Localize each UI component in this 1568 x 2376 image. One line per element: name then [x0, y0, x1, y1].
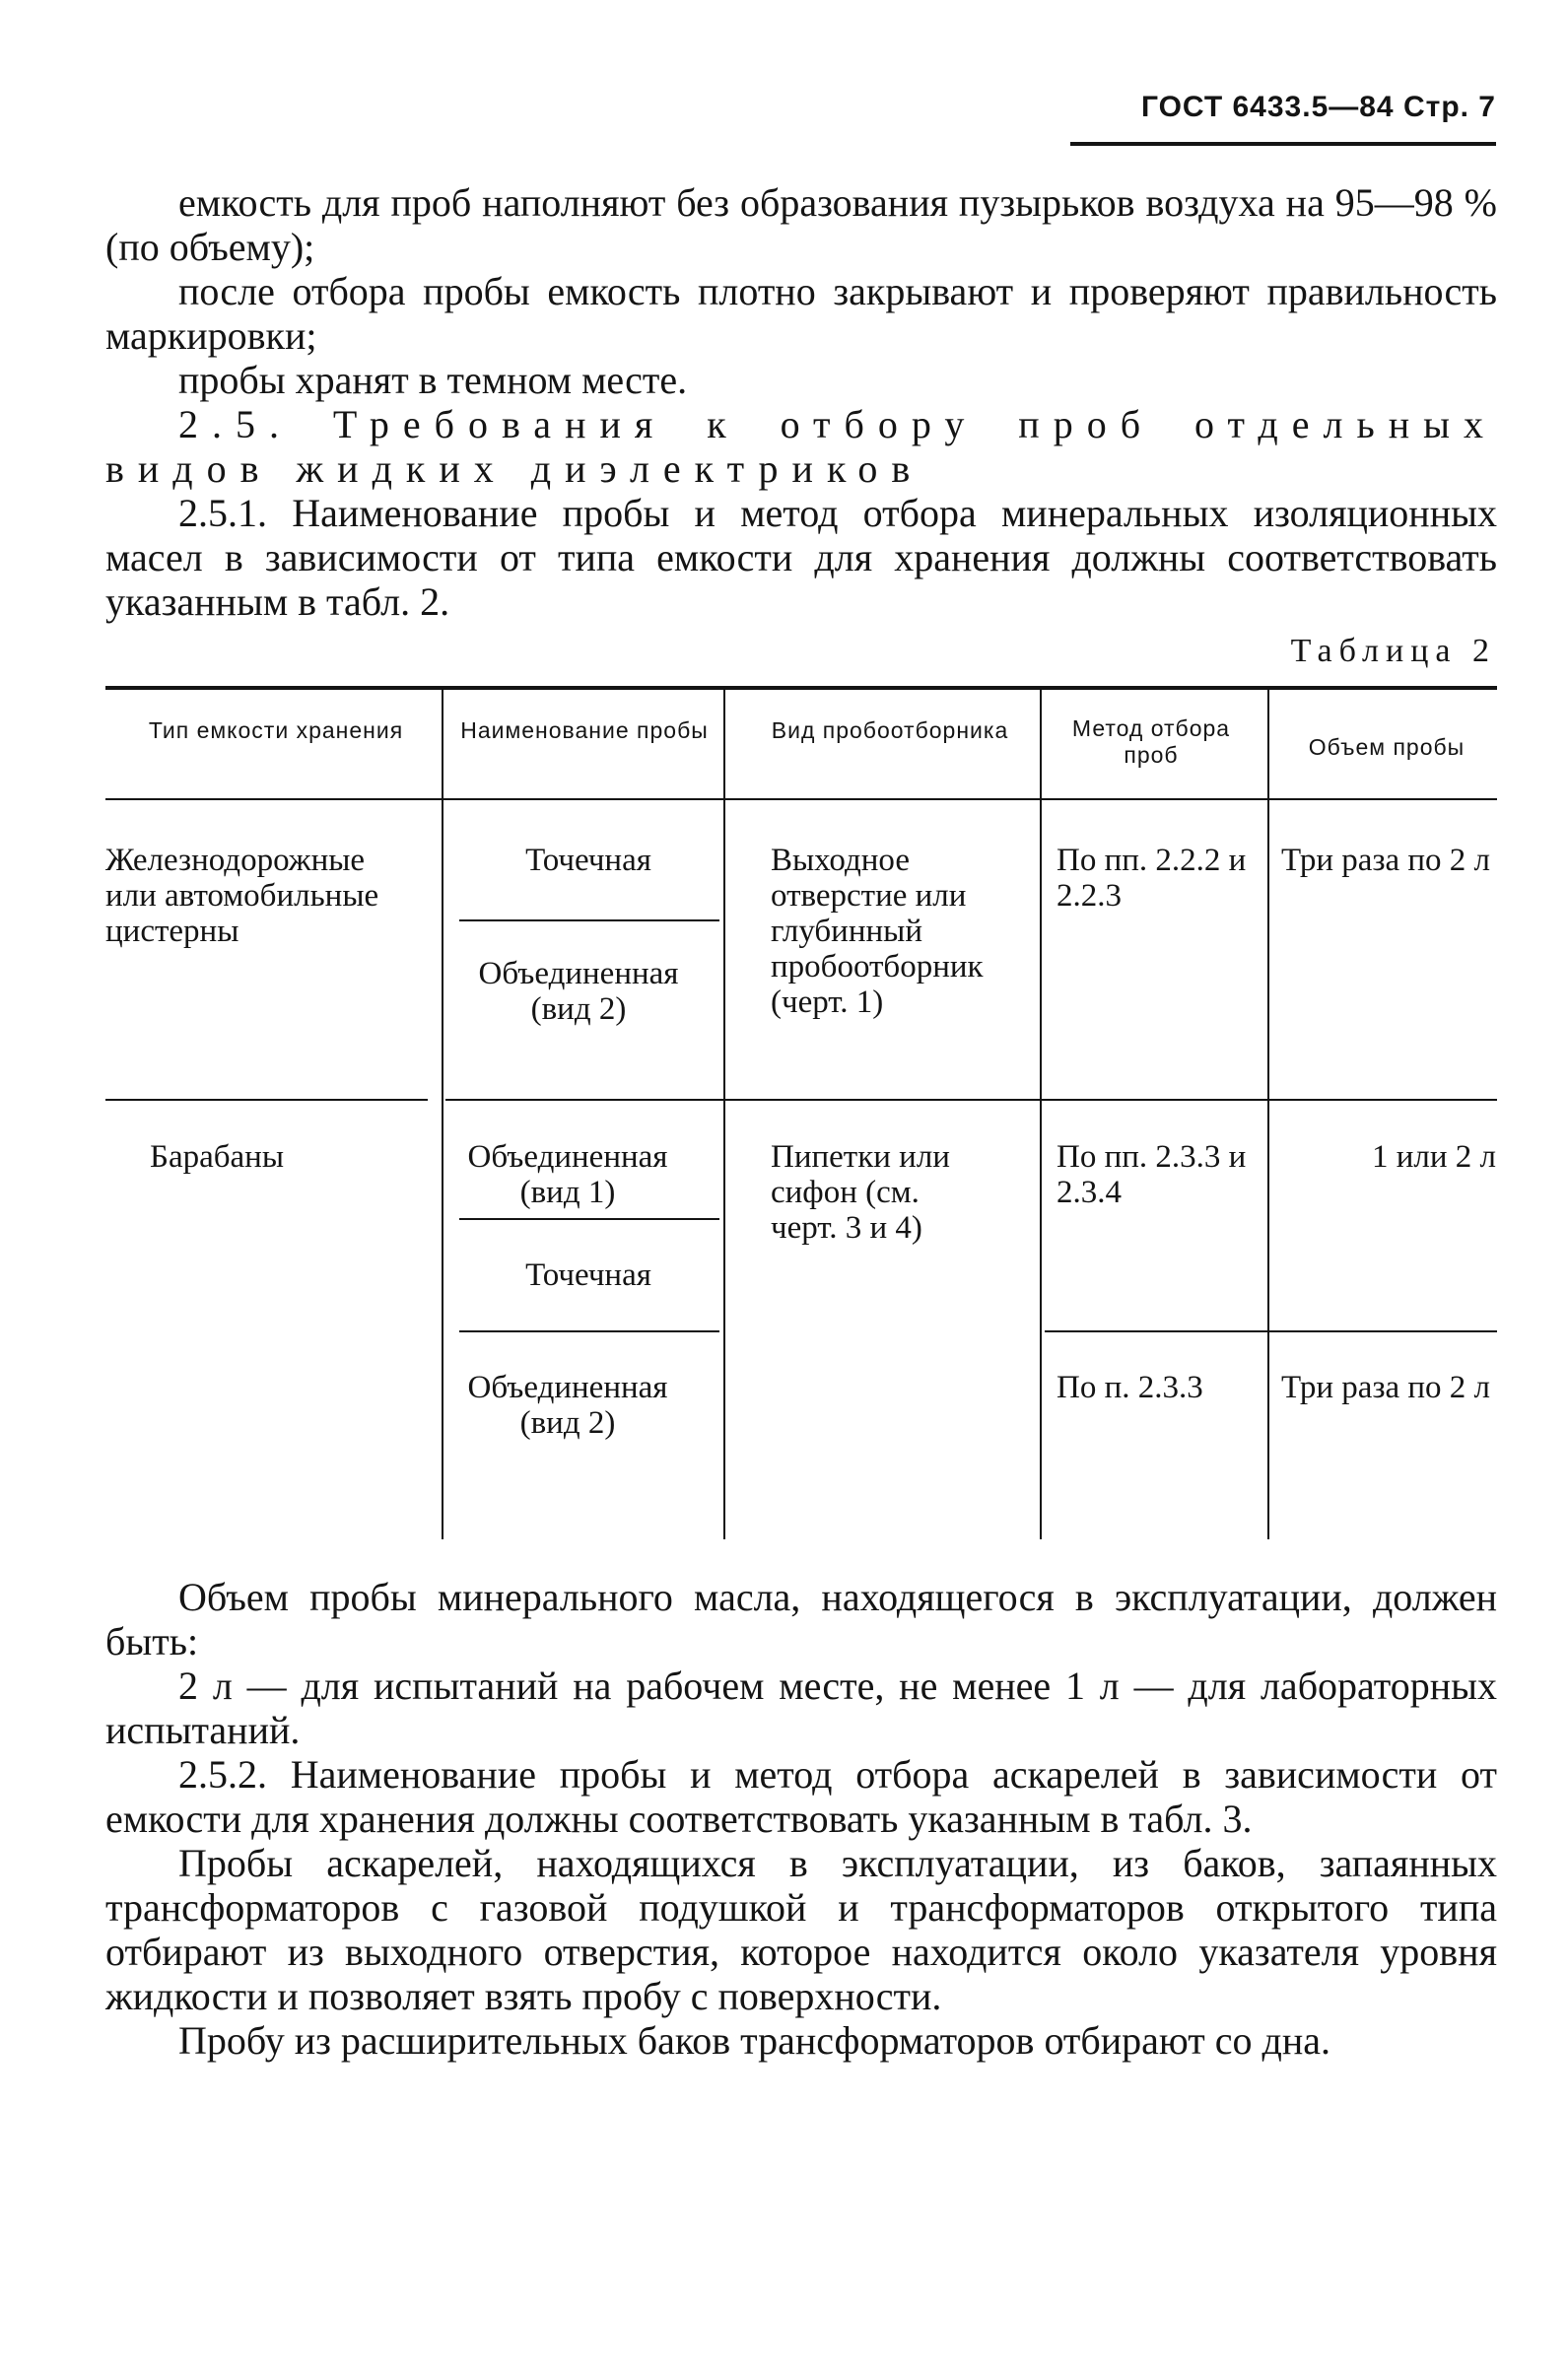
cell-sample: Точечная — [525, 843, 651, 878]
cell-sample: Объединенная (вид 2) — [467, 1370, 668, 1441]
table-row-rule — [459, 1330, 719, 1332]
column-separator — [1040, 690, 1042, 1539]
table-row-rule — [1045, 1330, 1497, 1332]
column-header-storage: Тип емкости хранения — [148, 717, 404, 743]
column-separator — [723, 690, 725, 1539]
paragraph: Пробы аскарелей, находящихся в эксплуатации, из баков, запаянных трансформаторов с газовой подушкой и трансформаторов открытого типа отбирают из выходного отверстия, которое находится около указателя уровня жидкости и позволяет взять пробу с поверхности. — [105, 1841, 1497, 2018]
cell-volume: 1 или 2 л — [1371, 1139, 1496, 1175]
column-header-method: Метод отбора проб — [1071, 715, 1231, 768]
section-heading: 2.5. Требования к отбору проб отдельных видов жидких диэлектриков — [105, 402, 1497, 491]
table-group-rule — [445, 1099, 1497, 1101]
table-row-rule — [459, 919, 719, 921]
cell-storage: Железнодорожные или автомобильные цистерны — [105, 843, 379, 949]
cell-method: По пп. 2.2.2 и 2.2.3 — [1057, 843, 1247, 914]
cell-volume: Три раза по 2 л — [1280, 843, 1491, 878]
column-header-sample-name: Наименование пробы — [460, 717, 709, 743]
cell-volume: Три раза по 2 л — [1280, 1370, 1491, 1405]
paragraph: пробы хранят в темном месте. — [178, 358, 688, 402]
column-separator — [1267, 690, 1269, 1539]
table-row-rule — [459, 1218, 719, 1220]
bottom-text-block — [105, 1575, 1497, 2063]
cell-sampler: Выходное отверстие или глубинный пробоотборник (черт. 1) — [771, 843, 984, 1020]
cell-sample: Объединенная (вид 1) — [467, 1139, 668, 1210]
cell-method: По пп. 2.3.3 и 2.3.4 — [1057, 1139, 1247, 1210]
table-top-rule — [105, 686, 1497, 690]
cell-sampler: Пипетки или сифон (см. черт. 3 и 4) — [771, 1139, 950, 1246]
table-group-rule — [105, 1099, 428, 1101]
cell-sample: Объединенная (вид 2) — [478, 956, 679, 1027]
table-header-rule — [105, 798, 1497, 800]
cell-sample: Точечная — [525, 1257, 651, 1293]
page-header: ГОСТ 6433.5—84 Стр. 7 — [1140, 91, 1496, 123]
paragraph: Пробу из расширительных баков трансформаторов отбирают со дна. — [178, 2018, 1331, 2063]
cell-storage: Барабаны — [150, 1139, 285, 1175]
paragraph: емкость для проб наполняют без образования пузырьков воздуха на 95—98 % (по объему); — [105, 180, 1497, 269]
paragraph: после отбора пробы емкость плотно закрывают и проверяют правильность маркировки; — [105, 269, 1497, 358]
paragraph: 2.5.2. Наименование пробы и метод отбора аскарелей в зависимости от емкости для хранения должны соответствовать указанным в табл. 3. — [105, 1752, 1497, 1841]
paragraph: 2.5.1. Наименование пробы и метод отбора минеральных изоляционных масел в зависимости от типа емкости для хранения должны соответствовать указанным в табл. 2. — [105, 491, 1497, 624]
top-text-block — [105, 180, 1497, 624]
paragraph: 2 л — для испытаний на рабочем месте, не менее 1 л — для лабораторных испытаний. — [105, 1663, 1497, 1752]
header-rule — [1070, 142, 1496, 146]
paragraph: Объем пробы минерального масла, находящегося в эксплуатации, должен быть: — [105, 1575, 1497, 1663]
column-header-sampler: Вид пробоотборника — [771, 717, 1009, 743]
column-separator — [442, 690, 443, 1539]
table-caption: Таблица 2 — [1290, 633, 1496, 669]
cell-method: По п. 2.3.3 — [1057, 1370, 1203, 1405]
column-header-volume: Объем пробы — [1308, 734, 1466, 760]
